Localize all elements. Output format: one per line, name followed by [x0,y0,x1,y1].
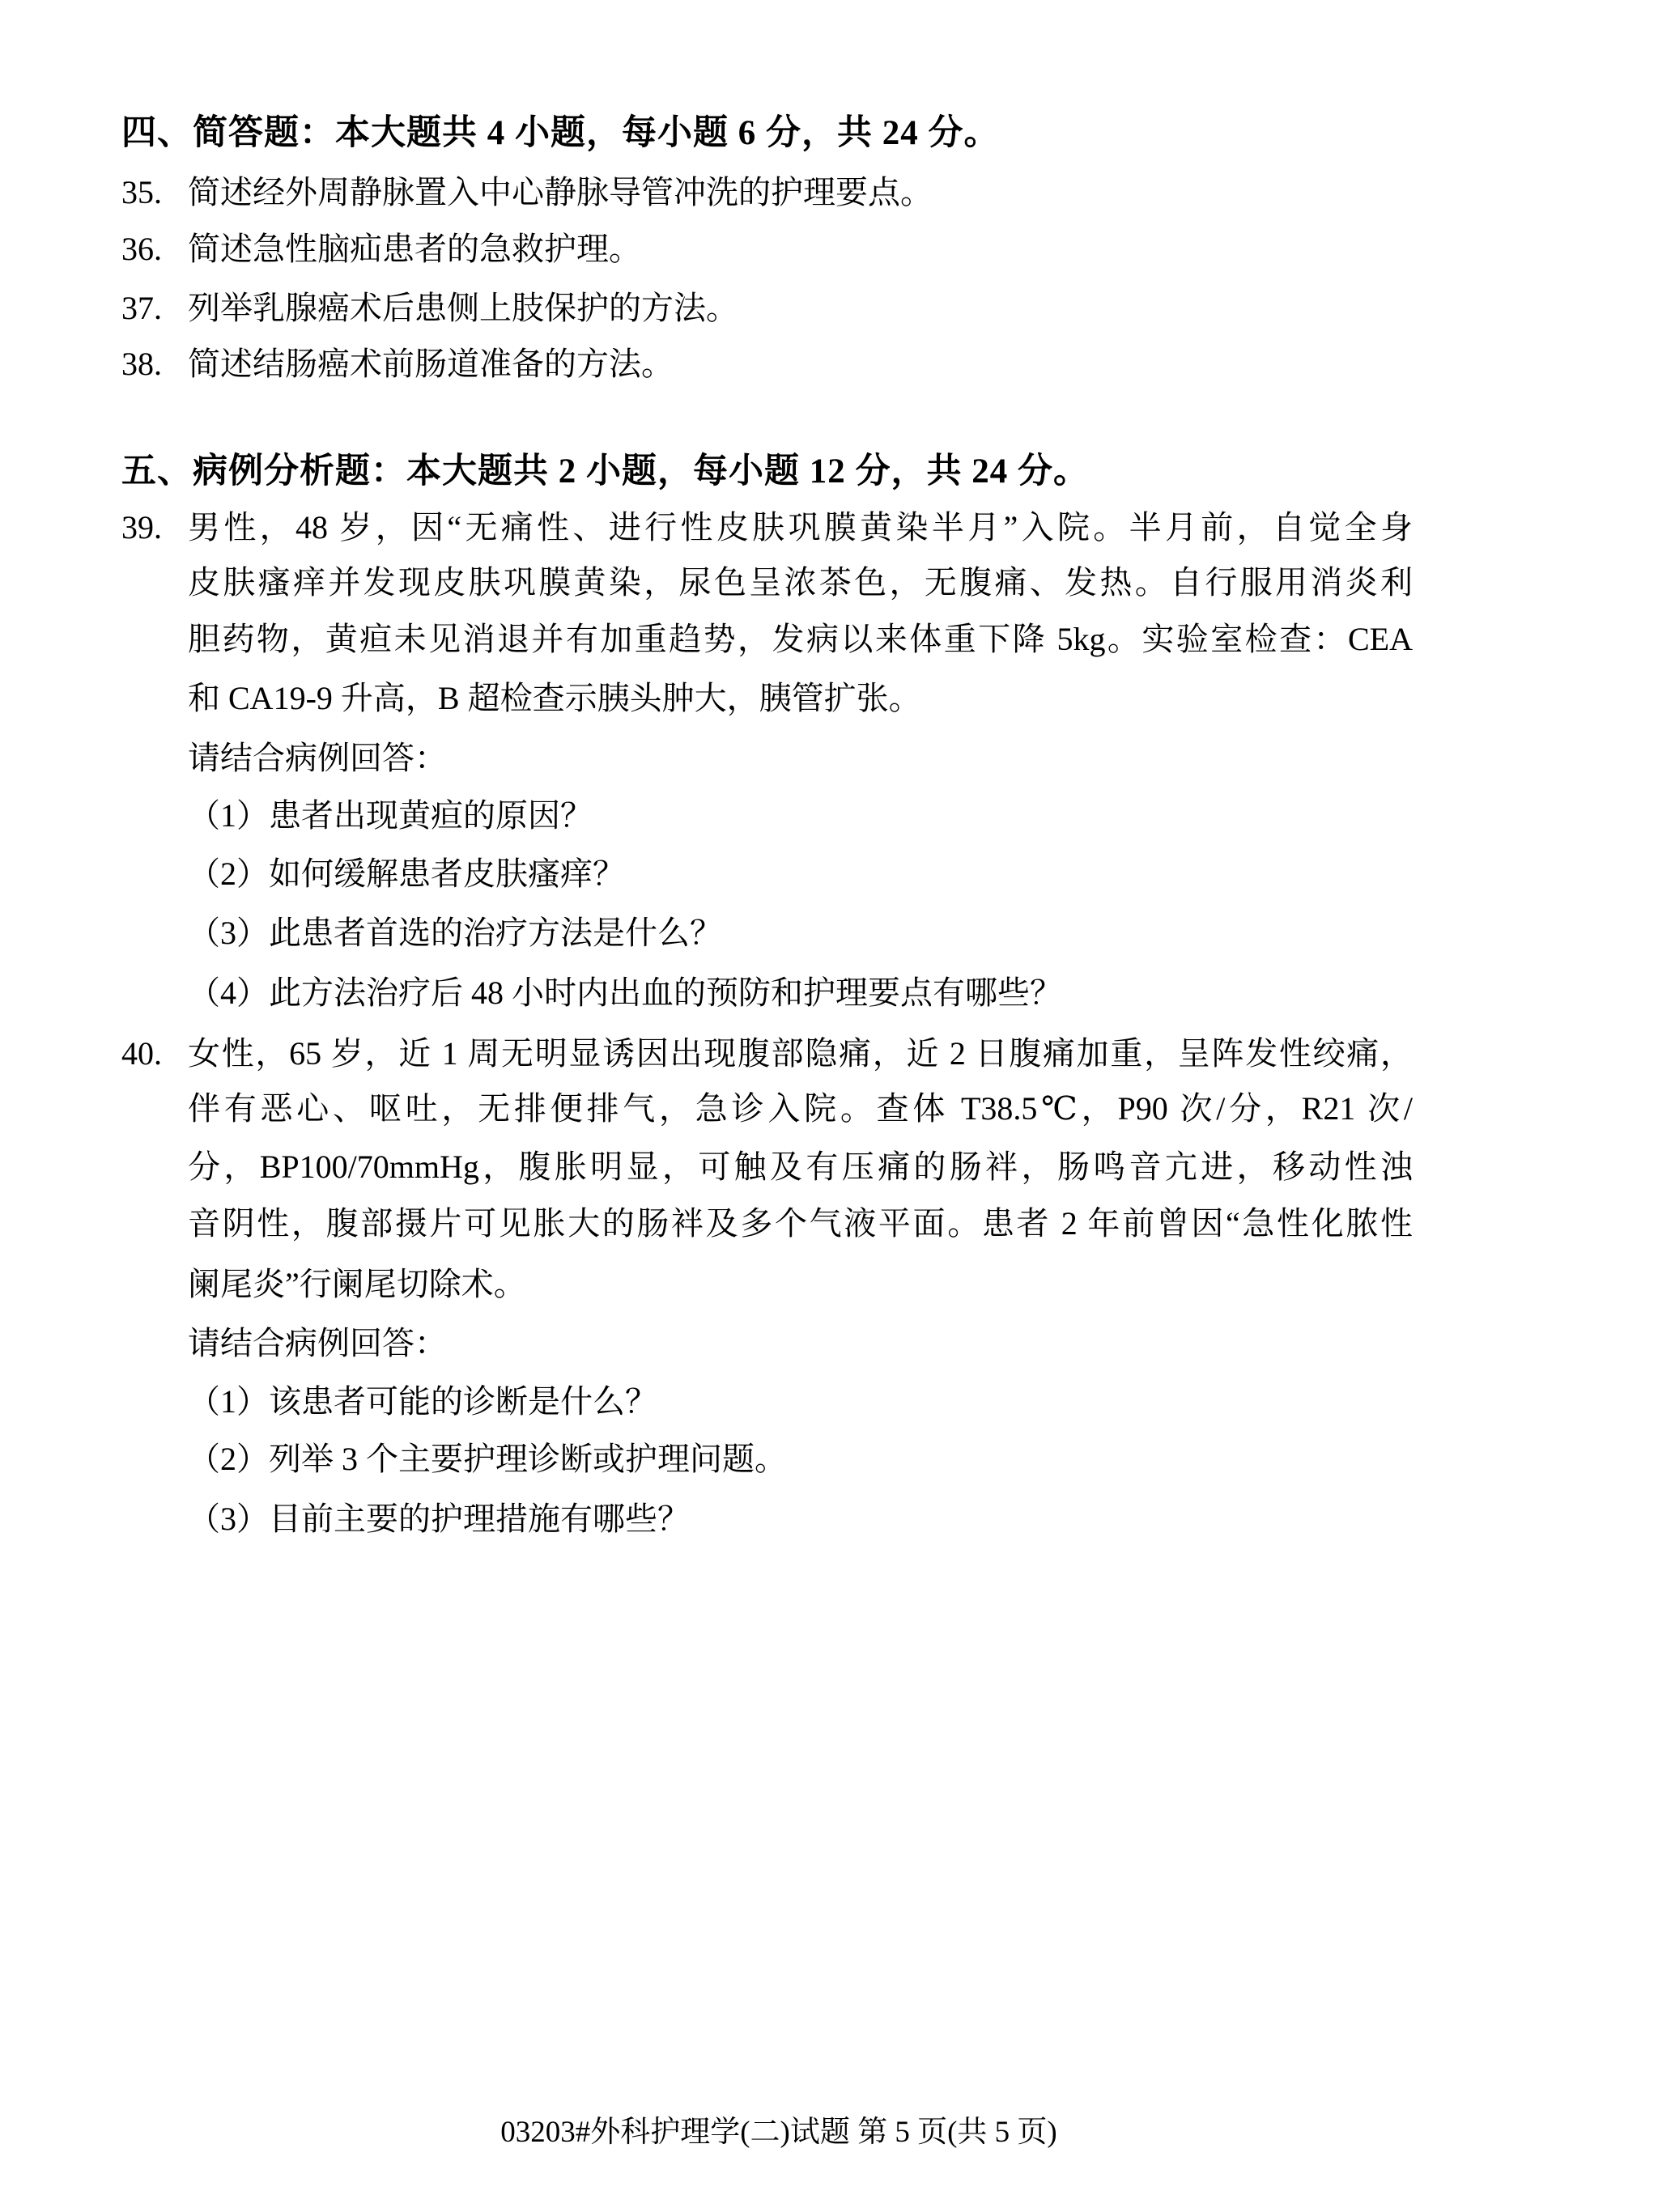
q39-prompt: 请结合病例回答： [188,740,447,776]
q39-line-2: 皮肤瘙痒并发现皮肤巩膜黄染，尿色呈浓茶色，无腹痛、发热。自行服用消炎利 [188,564,1413,601]
q40-number: 40. [121,1035,162,1072]
q39-subquestion-2: （2）如何缓解患者皮肤瘙痒？ [188,856,625,892]
q35-number: 35. [121,174,162,210]
q37-number: 37. [121,290,162,326]
q39-subquestion-4: （4）此方法治疗后 48 小时内出血的预防和护理要点有哪些？ [188,974,1062,1011]
q39-subquestion-3: （3）此患者首选的治疗方法是什么？ [188,915,722,951]
q40-line-5: 阑尾炎”行阑尾切除术。 [188,1266,526,1302]
q36-text: 简述急性脑疝患者的急救护理。 [188,231,641,267]
q40-line-3: 分，BP100/70mmHg，腹胀明显，可触及有压痛的肠袢，肠鸣音亢进，移动性浊 [188,1148,1413,1185]
q40-line-1: 女性，65 岁，近 1 周无明显诱因出现腹部隐痛，近 2 日腹痛加重，呈阵发性绞痛， [188,1035,1413,1072]
q38-text: 简述结肠癌术前肠道准备的方法。 [188,346,674,382]
q38-number: 38. [121,346,162,382]
q40-subquestion-3: （3）目前主要的护理措施有哪些？ [188,1501,690,1537]
q40-subquestion-1: （1）该患者可能的诊断是什么？ [188,1383,657,1420]
page-footer: 03203#外科护理学(二)试题 第 5 页(共 5 页) [500,2116,1057,2149]
q35-text: 简述经外周静脉置入中心静脉导管冲洗的护理要点。 [188,174,933,210]
section4-heading: 四、简答题：本大题共 4 小题，每小题 6 分，共 24 分。 [121,114,1000,152]
q39-subquestion-1: （1）患者出现黄疸的原因？ [188,797,593,834]
q40-subquestion-2: （2）列举 3 个主要护理诊断或护理问题。 [188,1441,787,1477]
q39-number: 39. [121,509,162,546]
q36-number: 36. [121,231,162,267]
q37-text: 列举乳腺癌术后患侧上肢保护的方法。 [188,290,738,326]
q40-prompt: 请结合病例回答： [188,1325,447,1361]
q39-line-1: 男性，48 岁，因“无痛性、进行性皮肤巩膜黄染半月”入院。半月前，自觉全身 [188,509,1413,546]
q39-line-3: 胆药物，黄疸未见消退并有加重趋势，发病以来体重下降 5kg。实验室检查：CEA [188,621,1413,657]
q40-line-4: 音阴性，腹部摄片可见胀大的肠袢及多个气液平面。患者 2 年前曾因“急性化脓性 [188,1205,1413,1242]
section5-heading: 五、病例分析题：本大题共 2 小题，每小题 12 分，共 24 分。 [121,452,1089,490]
q40-line-2: 伴有恶心、呕吐，无排便排气，急诊入院。查体 T38.5℃，P90 次/分，R21 次/ [188,1090,1413,1127]
q39-line-4: 和 CA19-9 升高，B 超检查示胰头肿大，胰管扩张。 [188,680,921,716]
